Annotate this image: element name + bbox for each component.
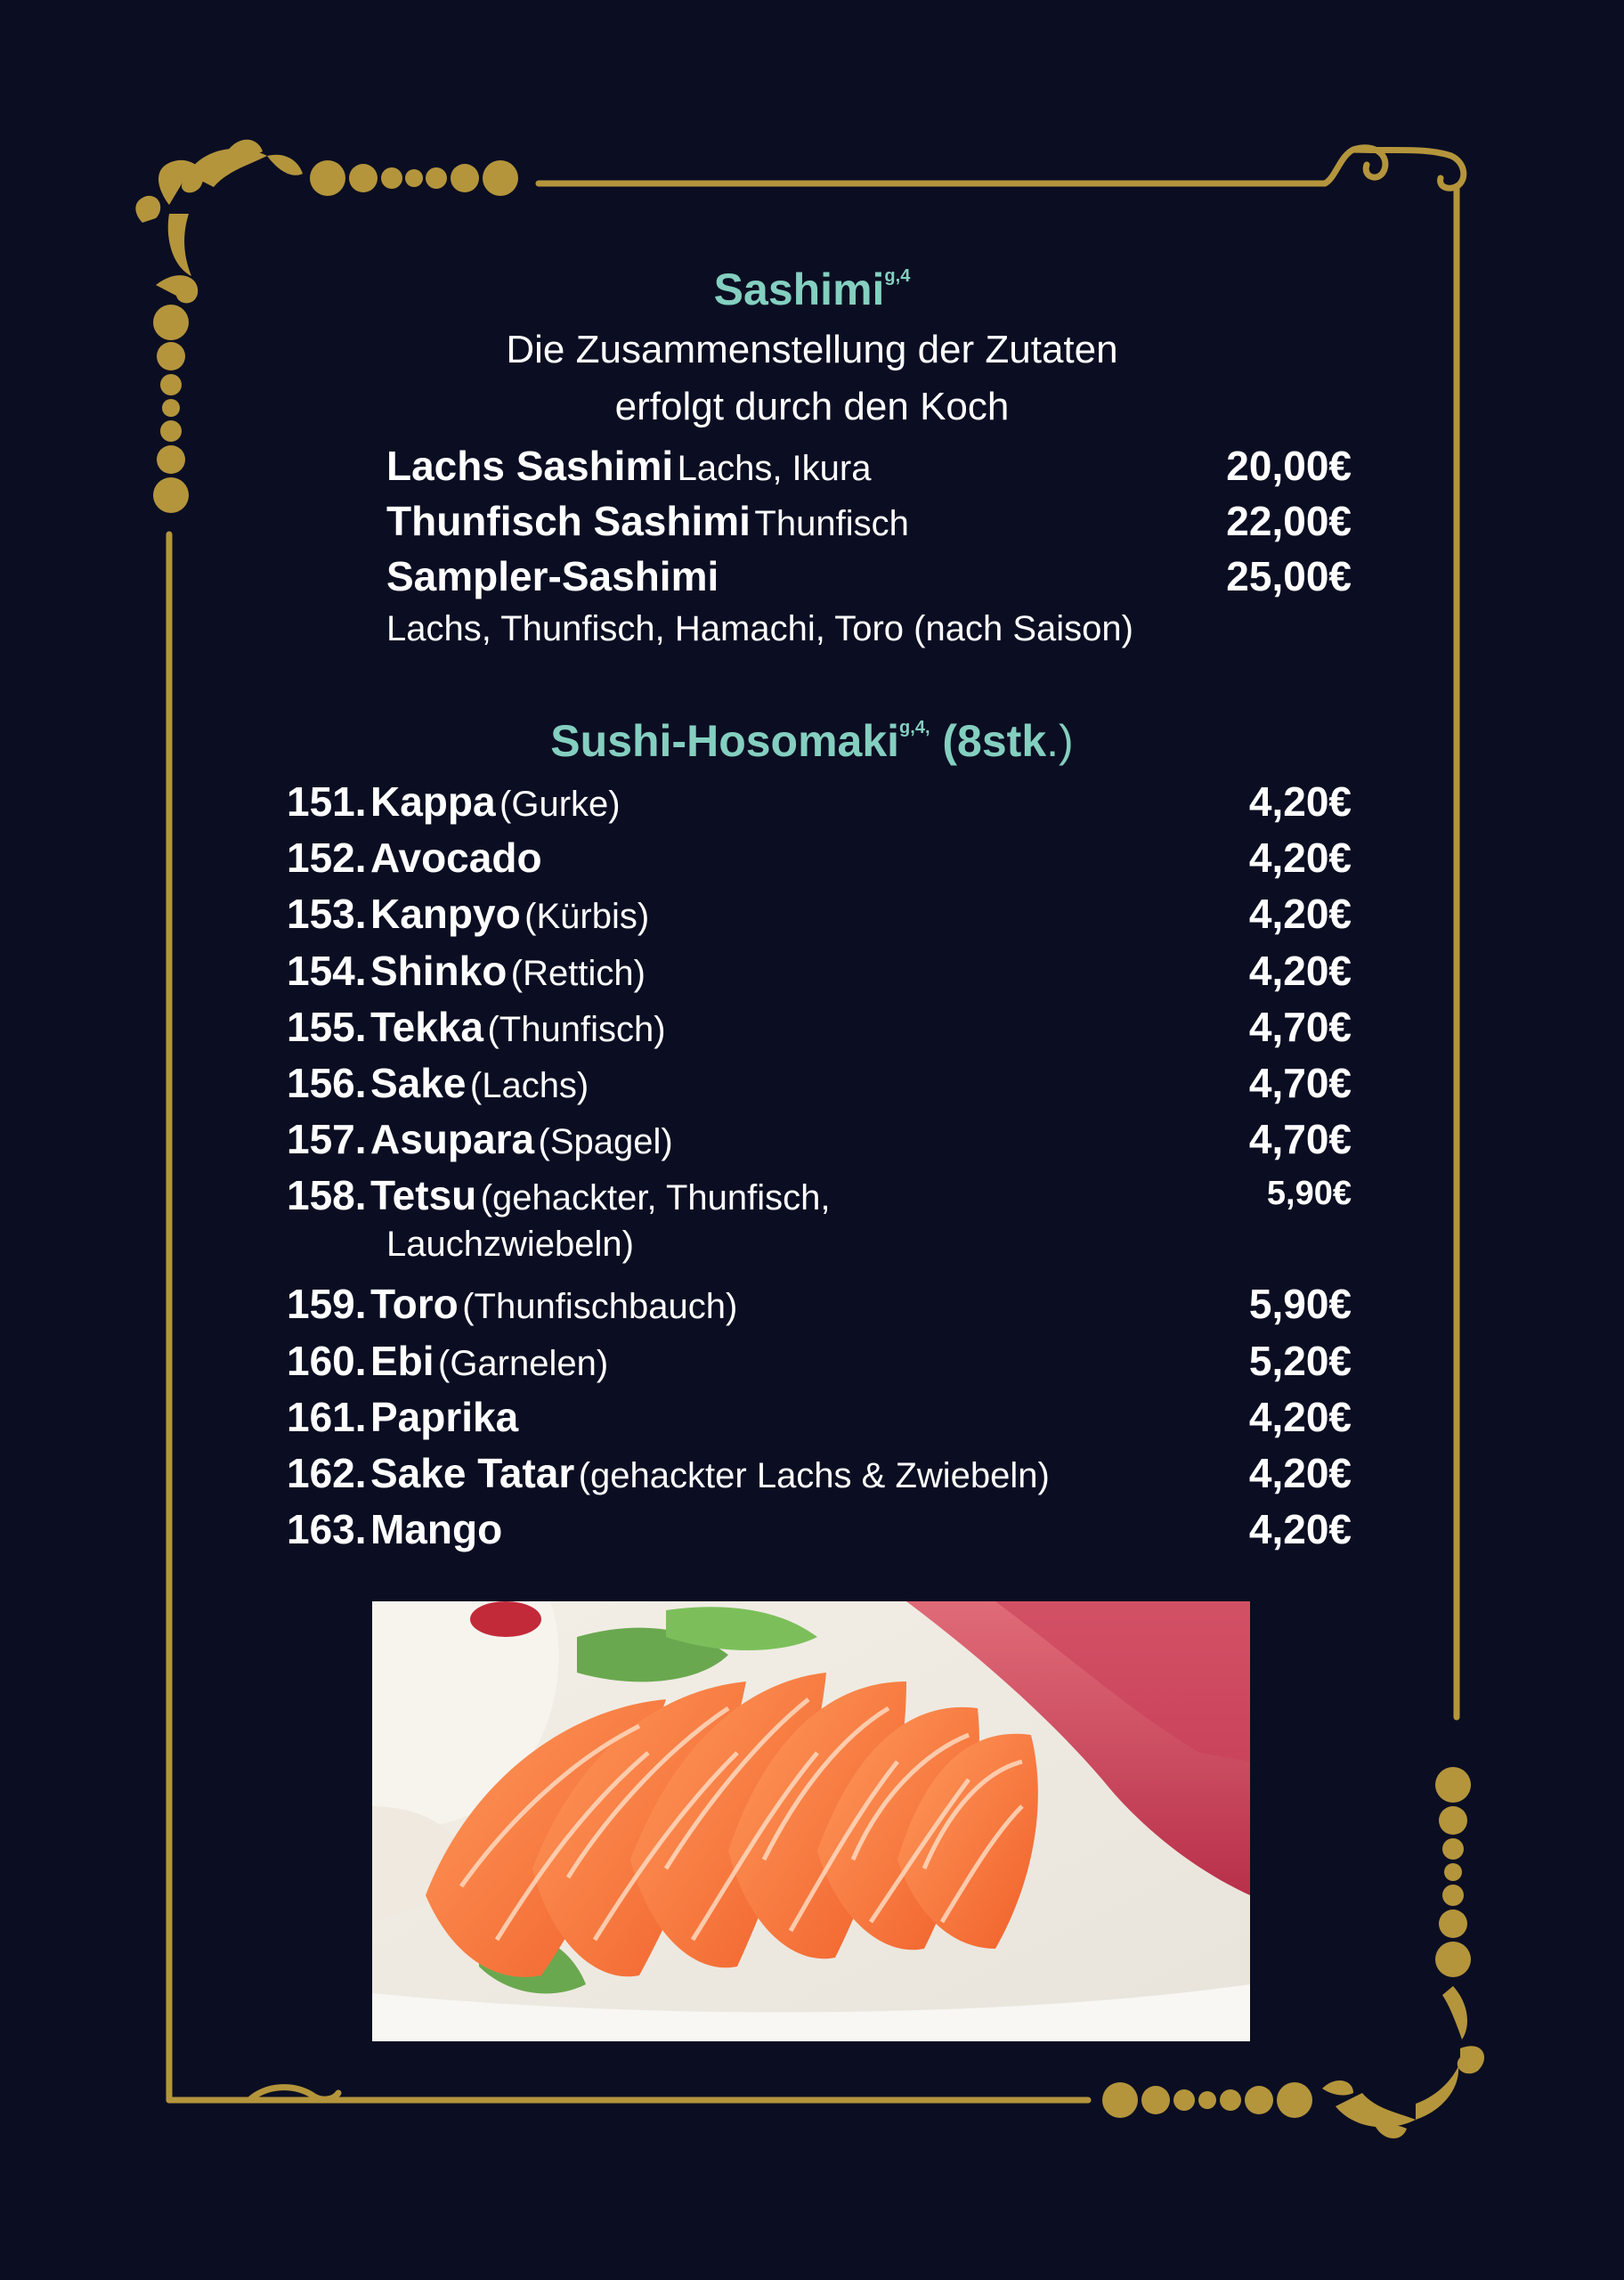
sashimi-subtitle-line2: erfolgt durch den Koch — [614, 385, 1010, 428]
item-price: 4,70€ — [1248, 1116, 1352, 1163]
sashimi-item — [386, 497, 909, 550]
hosomaki-title: Sushi-Hosomaki — [550, 716, 900, 766]
item-name: Thunfisch Sashimi — [386, 498, 751, 544]
sashimi-subtitle-line1: Die Zusammenstellung der Zutaten — [506, 328, 1118, 371]
sashimi-item — [386, 552, 719, 606]
item-name: Ebi — [369, 1337, 434, 1384]
item-name: Sake Tatar — [369, 1450, 575, 1496]
item-price: 4,20€ — [1248, 1393, 1352, 1440]
item-price: 4,70€ — [1248, 1003, 1352, 1050]
item-description: (Kürbis) — [524, 897, 650, 937]
item-description: (gehackter Lachs & Zwiebeln) — [578, 1456, 1050, 1495]
item-name: Kappa — [369, 778, 496, 825]
piece-count-close: .) — [1046, 716, 1074, 766]
salmon-sashimi-illustration — [372, 1601, 1250, 2041]
item-price: 5,90€ — [1266, 1175, 1352, 1213]
allergen-superscript: g,4, — [899, 718, 930, 737]
item-number: 162. — [287, 1450, 367, 1496]
item-name: Kanpyo — [369, 891, 521, 938]
hosomaki-item — [287, 1393, 518, 1446]
item-number: 161. — [287, 1393, 367, 1440]
item-name: Shinko — [369, 947, 508, 994]
hosomaki-item — [287, 1115, 673, 1168]
item-number: 156. — [287, 1060, 367, 1106]
item-number: 154. — [287, 947, 367, 994]
item-number: 151. — [287, 778, 367, 825]
item-price: 22,00€ — [1226, 498, 1352, 544]
item-description: Lachs, Thunfisch, Hamachi, Toro (nach Saison) — [386, 609, 1133, 648]
item-price: 25,00€ — [1226, 553, 1352, 599]
item-description: Thunfisch — [754, 504, 909, 543]
item-name: Sake — [369, 1060, 467, 1106]
salmon-sashimi-photo — [372, 1601, 1250, 2041]
item-description: (Garnelen) — [438, 1343, 609, 1383]
hosomaki-item — [287, 1449, 1050, 1502]
hosomaki-item — [287, 1003, 666, 1056]
hosomaki-item — [287, 890, 649, 943]
item-price: 4,70€ — [1248, 1060, 1352, 1106]
item-description: (Thunfischbauch) — [462, 1287, 738, 1327]
sashimi-item — [386, 442, 871, 495]
hosomaki-item — [287, 1280, 737, 1333]
item-price: 4,20€ — [1248, 1506, 1352, 1553]
item-number: 157. — [287, 1116, 367, 1163]
hosomaki-item — [287, 778, 621, 831]
item-number: 153. — [287, 891, 367, 938]
item-name: Tekka — [369, 1003, 484, 1050]
item-price: 5,20€ — [1248, 1337, 1352, 1384]
item-number: 158. — [287, 1172, 367, 1219]
piece-count: (8stk — [942, 716, 1047, 766]
sashimi-title: Sashimi — [713, 265, 885, 314]
hosomaki-item — [287, 1337, 608, 1390]
item-number: 163. — [287, 1506, 367, 1553]
item-description: (gehackter, Thunfisch, — [480, 1178, 831, 1218]
allergen-superscript: g,4 — [884, 266, 911, 286]
item-price: 4,20€ — [1248, 778, 1352, 825]
item-number: 152. — [287, 835, 367, 882]
item-price: 5,90€ — [1248, 1281, 1352, 1328]
sashimi-heading — [0, 264, 1624, 315]
item-price: 4,20€ — [1248, 947, 1352, 994]
hosomaki-item — [287, 834, 542, 887]
item-name: Avocado — [369, 835, 542, 882]
item-description: (Thunfisch) — [487, 1009, 666, 1049]
item-description: Lachs, Ikura — [677, 449, 872, 488]
item-description: (Spagel) — [538, 1122, 673, 1162]
hosomaki-item — [287, 947, 646, 1000]
item-name: Asupara — [369, 1116, 535, 1163]
item-name: Tetsu — [369, 1172, 477, 1219]
item-price: 20,00€ — [1226, 443, 1352, 489]
item-name: Lachs Sashimi — [386, 443, 674, 489]
item-name: Sampler-Sashimi — [386, 553, 719, 599]
item-description: (Gurke) — [499, 785, 621, 824]
item-description: (Rettich) — [510, 953, 646, 993]
item-price: 4,20€ — [1248, 835, 1352, 882]
hosomaki-item — [287, 1505, 502, 1559]
item-description-continued: Lauchzwiebeln) — [386, 1225, 634, 1265]
item-description: (Lachs) — [469, 1066, 589, 1105]
hosomaki-item — [287, 1171, 831, 1225]
item-number: 160. — [287, 1337, 367, 1384]
item-price: 4,20€ — [1248, 891, 1352, 938]
item-name: Paprika — [369, 1393, 519, 1440]
item-name: Mango — [369, 1506, 503, 1553]
hosomaki-heading — [0, 715, 1624, 767]
item-number: 159. — [287, 1281, 367, 1328]
item-name: Toro — [369, 1281, 459, 1328]
item-number: 155. — [287, 1003, 367, 1050]
item-price: 4,20€ — [1248, 1450, 1352, 1496]
hosomaki-item — [287, 1059, 589, 1112]
